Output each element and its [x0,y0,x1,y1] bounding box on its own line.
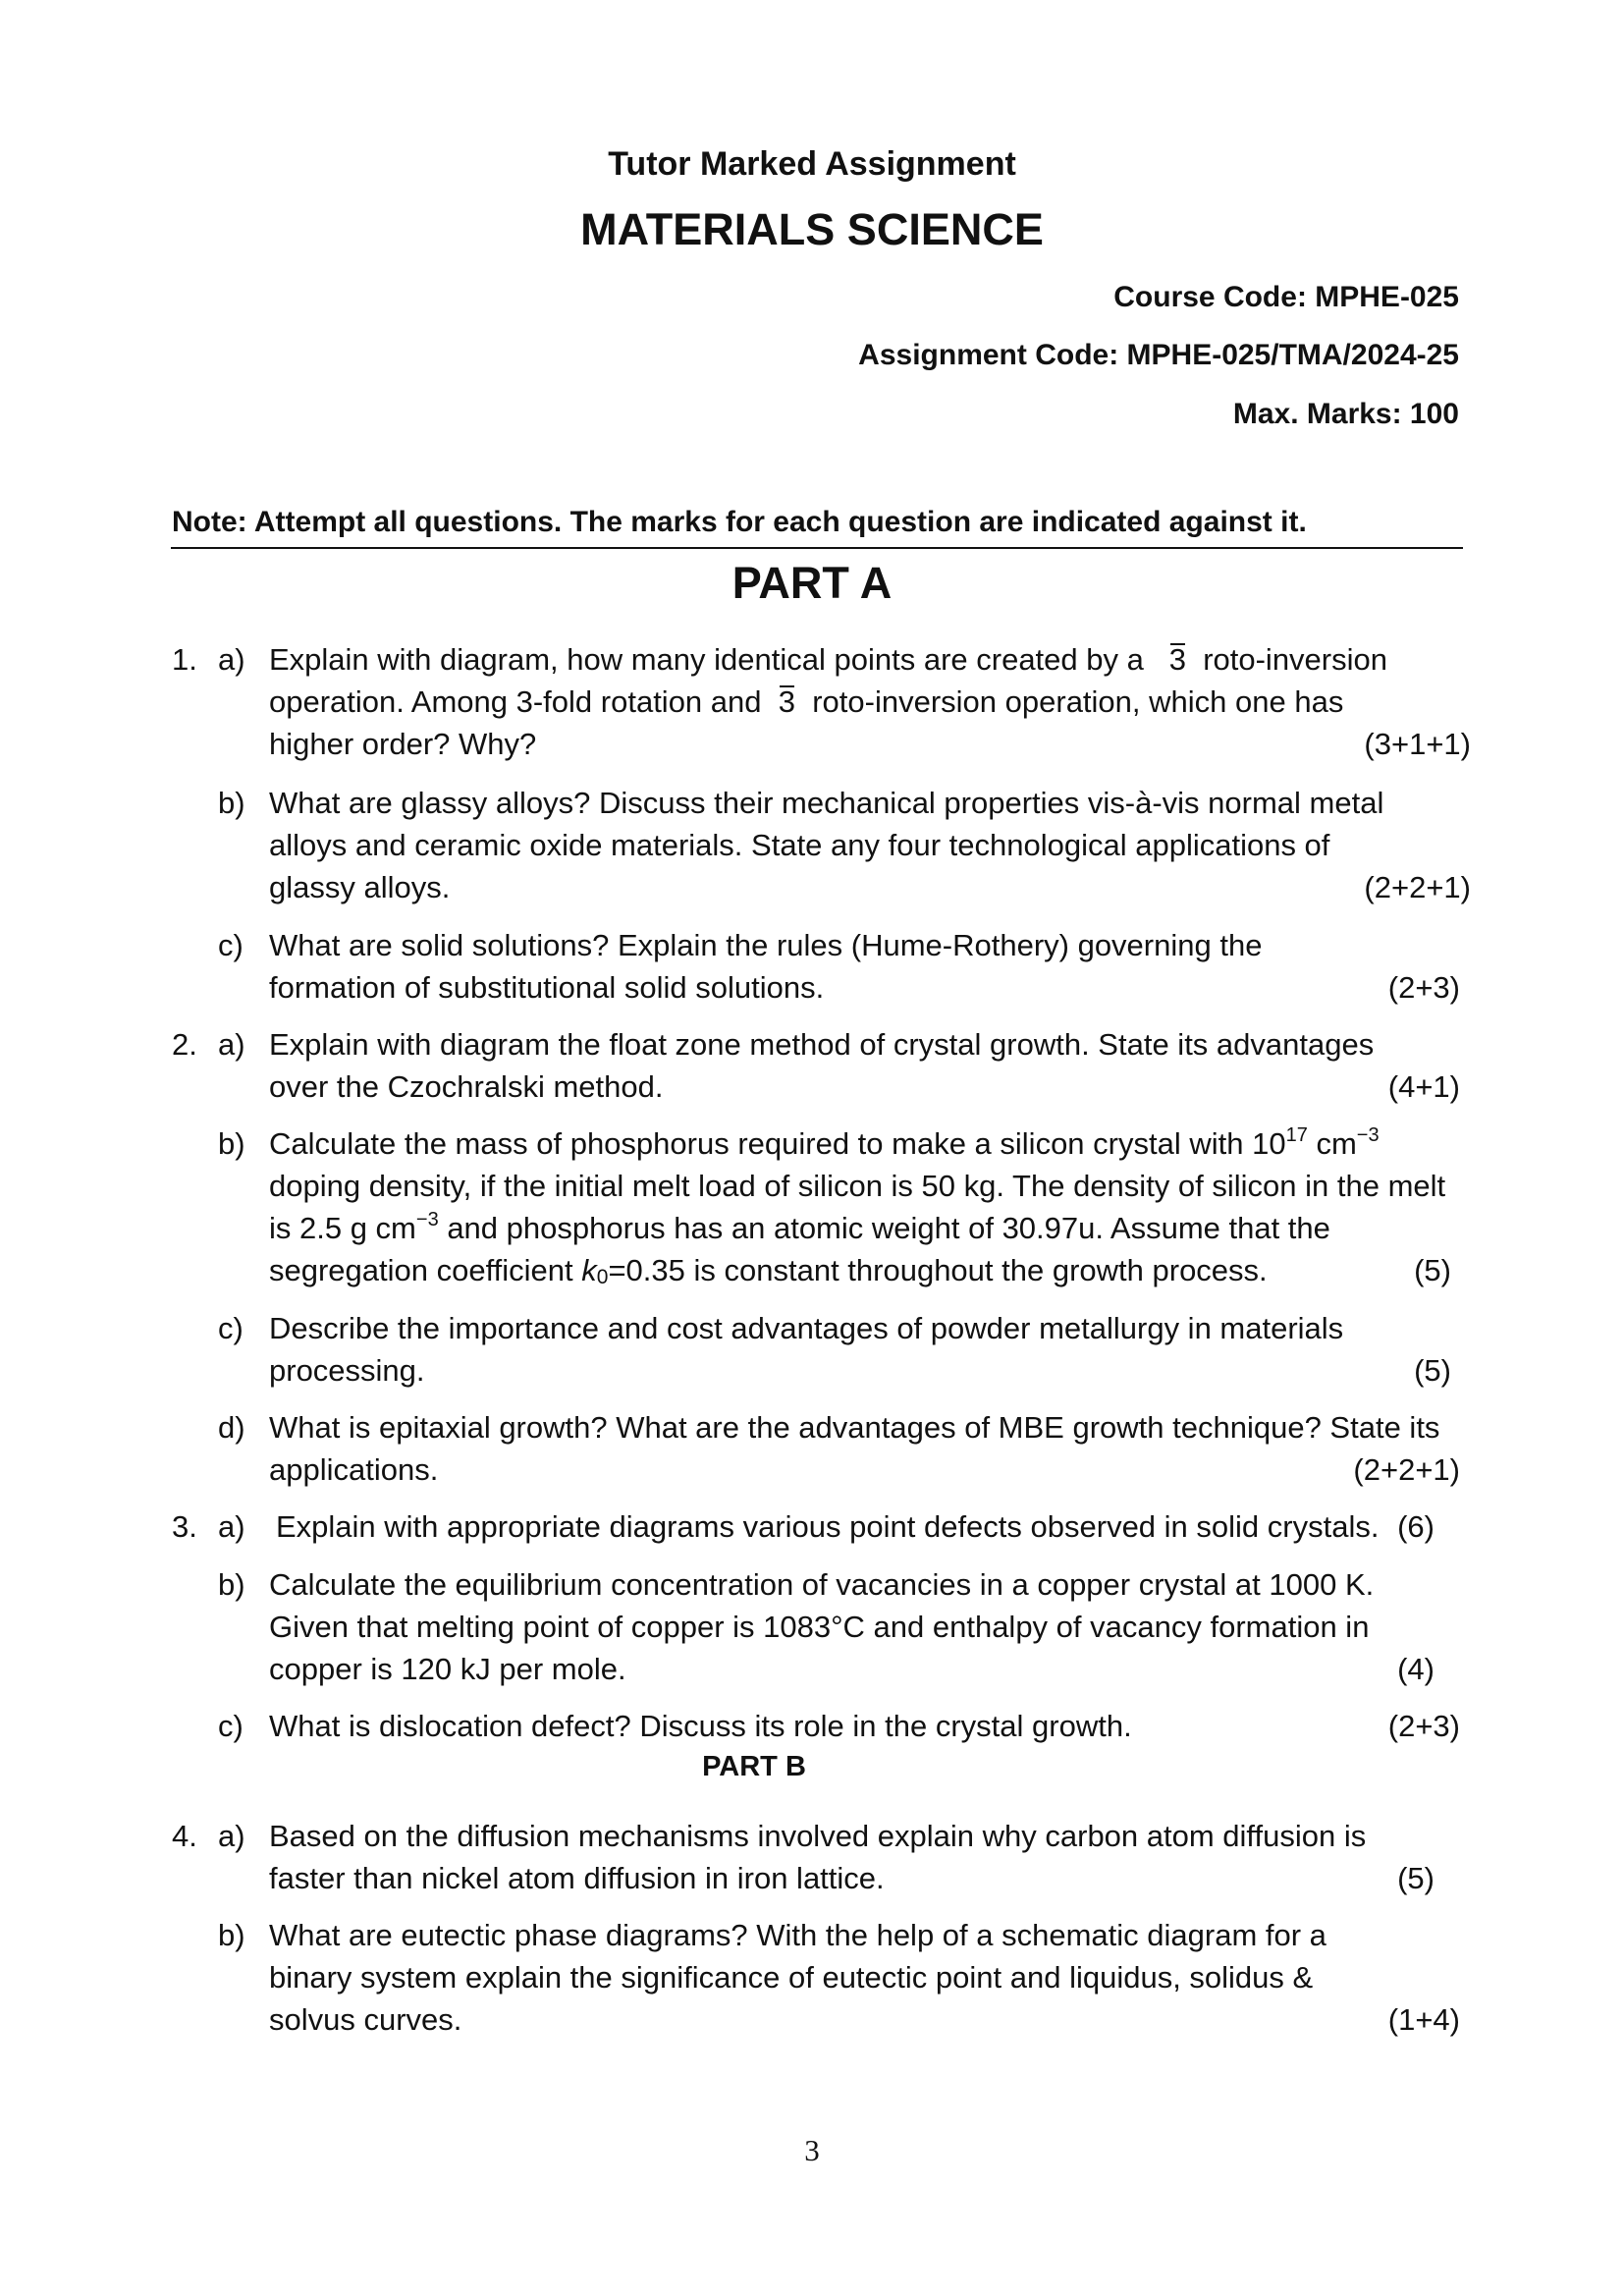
question-text-line: formation of substitutional solid solutions. [269,970,825,1005]
marks-allocation: (2+3) [1387,1709,1460,1743]
question-text-line: binary system explain the significance of eutectic point and liquidus, solidus & [269,1960,1314,1995]
exponent: −3 [415,1209,439,1230]
question-text-line: processing. [269,1353,425,1388]
question-text-line: Given that melting point of copper is 1083°C and enthalpy of vacancy formation in [269,1610,1370,1644]
text-segment: roto-inversion operation, which one has [812,684,1344,719]
assignment-type: Tutor Marked Assignment [608,145,1016,183]
part-a-heading: PART A [731,558,893,608]
text-segment: =0.35 is constant throughout the growth process. [608,1253,1268,1287]
question-text-line: faster than nickel atom diffusion in iron lattice. [269,1861,885,1895]
subquestion-label: c) [218,928,244,962]
max-marks: Max. Marks: 100 [1232,398,1459,430]
question-text-line: What is dislocation defect? Discuss its role in the crystal growth. [269,1709,1132,1743]
note-underline [171,547,1463,549]
question-number: 2. [172,1027,197,1062]
subquestion-label: b) [218,1918,245,1952]
marks-allocation: (5) [1397,1861,1435,1895]
exponent: 17 [1285,1124,1308,1146]
subquestion-label: d) [218,1410,245,1445]
question-text-line [269,1211,1330,1246]
subquestion-label: b) [218,786,245,820]
marks-allocation: (5) [1414,1253,1451,1287]
subquestion-label: a) [218,1509,245,1544]
subquestion-label: a) [218,1819,245,1853]
question-text-line [269,684,1343,720]
subquestion-label: a) [218,1027,245,1062]
part-b-heading: PART B [702,1751,806,1782]
course-code: Course Code: MPHE-025 [1113,281,1459,313]
subquestion-label: c) [218,1709,244,1743]
symbol-k: k [581,1253,597,1287]
question-text-line: higher order? Why? [269,727,537,761]
question-text-line: Describe the importance and cost advantages of powder metallurgy in materials [269,1311,1344,1345]
question-text-line: glassy alloys. [269,870,451,904]
question-text-line [269,1253,1268,1288]
subquestion-label: b) [218,1126,245,1161]
question-number: 1. [172,642,197,677]
marks-allocation: (4) [1397,1652,1435,1686]
marks-allocation: (2+2+1) [1353,1452,1460,1487]
question-text-line: What is epitaxial growth? What are the advantages of MBE growth technique? State its [269,1410,1440,1445]
question-text-line: doping density, if the initial melt load of silicon is 50 kg. The density of silicon in the melt [269,1169,1446,1203]
text-segment: operation. Among 3-fold rotation and [269,684,762,719]
question-text-line: Calculate the equilibrium concentration of vacancies in a copper crystal at 1000 K. [269,1567,1375,1602]
marks-allocation: (2+3) [1387,970,1460,1005]
subquestion-label: c) [218,1311,244,1345]
rotoinversion-bar-3-symbol: 3 [778,684,795,719]
exponent: −3 [1356,1124,1380,1146]
question-number: 3. [172,1509,197,1544]
assignment-code: Assignment Code: MPHE-025/TMA/2024-25 [858,339,1459,371]
question-text-line: over the Czochralski method. [269,1069,664,1104]
page-number: 3 [804,2133,820,2167]
question-text-line [269,1126,1380,1162]
text-segment: Calculate the mass of phosphorus required to make a silicon crystal with 10 [269,1126,1286,1161]
question-text-line: Explain with appropriate diagrams various point defects observed in solid crystals. [276,1509,1380,1544]
text-segment: segregation coefficient [269,1253,582,1287]
subscript: 0 [596,1266,609,1288]
marks-allocation: (2+2+1) [1364,870,1471,904]
instructions-note: Note: Attempt all questions. The marks for each question are indicated against it. [172,506,1307,538]
text-segment: and phosphorus has an atomic weight of 30.97u. Assume that the [438,1211,1330,1245]
question-number: 4. [172,1819,197,1853]
marks-allocation: (5) [1414,1353,1451,1388]
question-text-line: alloys and ceramic oxide materials. State any four technological applications of [269,828,1330,862]
question-text-line: Based on the diffusion mechanisms involved explain why carbon atom diffusion is [269,1819,1367,1853]
question-text-line: What are glassy alloys? Discuss their mechanical properties vis-à-vis normal metal [269,786,1384,820]
marks-allocation: (6) [1397,1509,1435,1544]
marks-allocation: (3+1+1) [1364,727,1471,761]
text-segment: cm [1307,1126,1357,1161]
question-text-line: copper is 120 kJ per mole. [269,1652,626,1686]
question-text-line: Explain with diagram the float zone method of crystal growth. State its advantages [269,1027,1375,1062]
marks-allocation: (4+1) [1387,1069,1460,1104]
question-text-line: What are solid solutions? Explain the rules (Hume-Rothery) governing the [269,928,1263,962]
rotoinversion-bar-3-symbol: 3 [1168,642,1186,677]
question-text-line: applications. [269,1452,439,1487]
question-text-line [269,642,1387,678]
text-segment: Explain with diagram, how many identical points are created by a [269,642,1144,677]
subquestion-label: b) [218,1567,245,1602]
question-text-line: What are eutectic phase diagrams? With the help of a schematic diagram for a [269,1918,1326,1952]
subquestion-label: a) [218,642,245,677]
marks-allocation: (1+4) [1387,2002,1460,2037]
subject-title: MATERIALS SCIENCE [580,204,1044,254]
question-text-line: solvus curves. [269,2002,462,2037]
text-segment: roto-inversion [1203,642,1387,677]
text-segment: is 2.5 g cm [269,1211,416,1245]
